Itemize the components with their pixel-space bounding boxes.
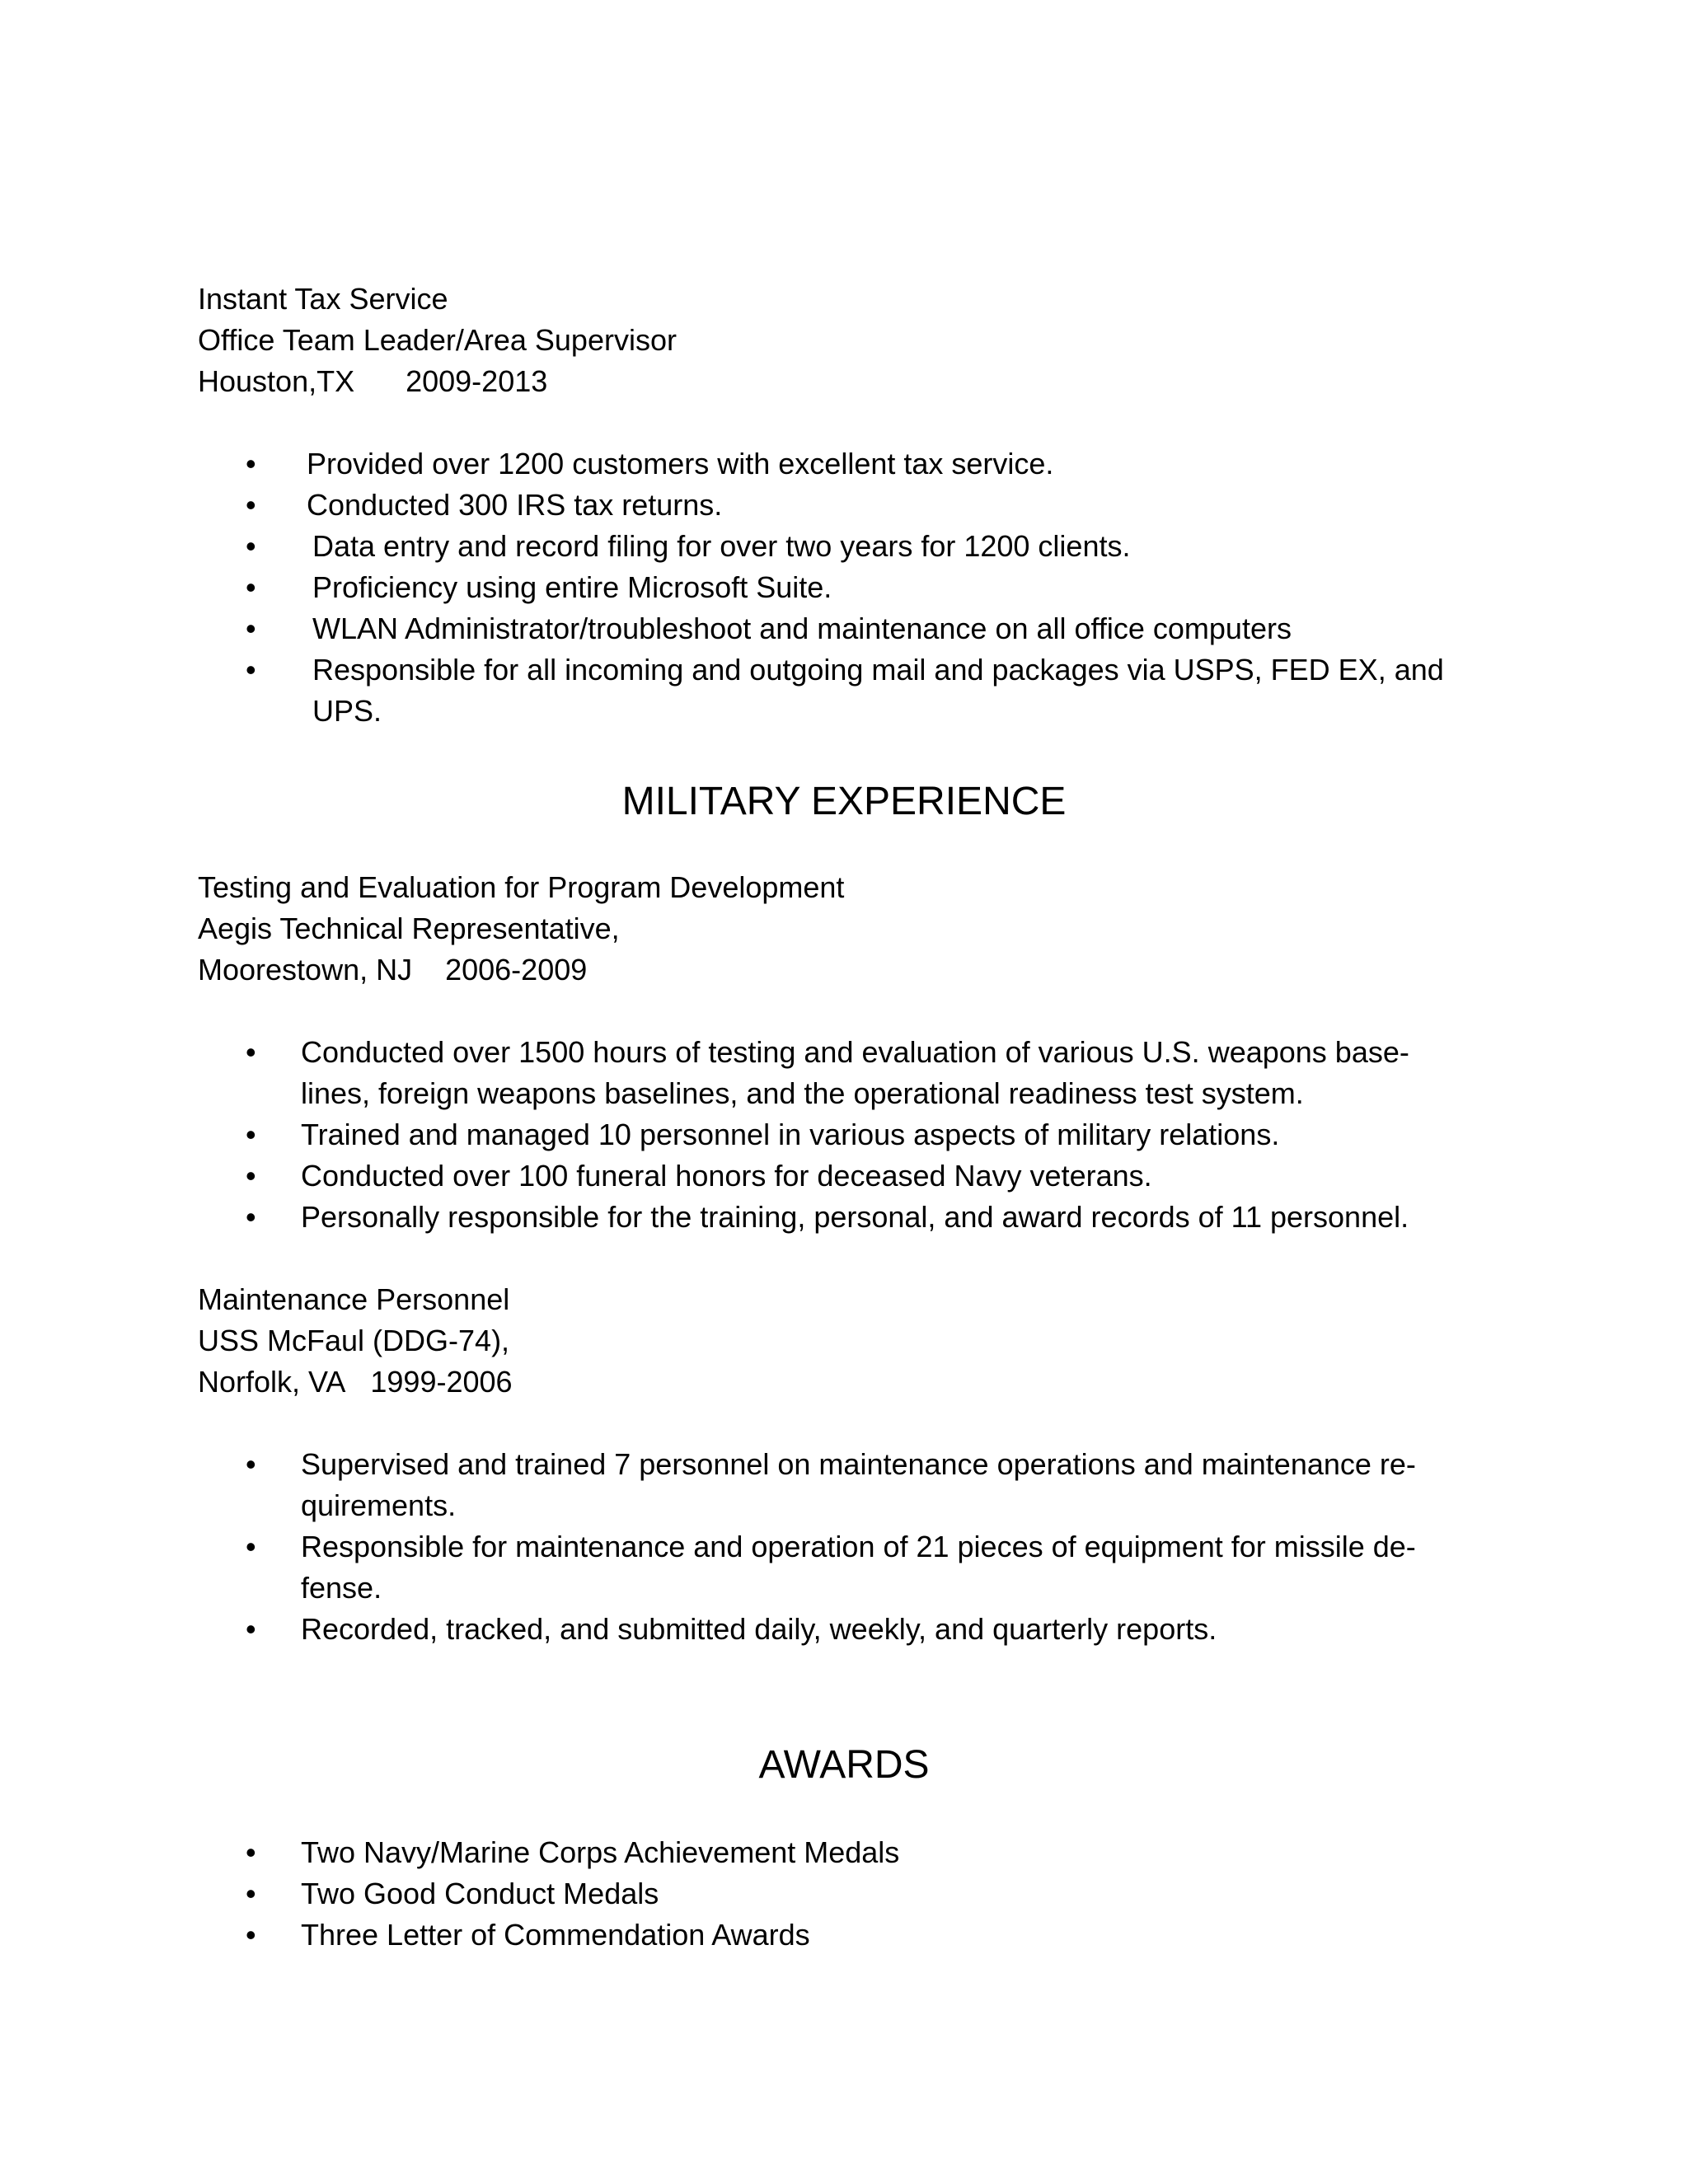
list-item: Provided over 1200 customers with excellent tax service. <box>307 447 1054 480</box>
bullet-marker: • <box>246 1200 256 1234</box>
list-item: Two Good Conduct Medals <box>301 1877 659 1910</box>
job-company: Testing and Evaluation for Program Development <box>198 870 845 904</box>
list-item: Conducted over 1500 hours of testing and evaluation of various U.S. weapons base- <box>301 1035 1409 1069</box>
section-heading-military: MILITARY EXPERIENCE <box>621 780 1067 823</box>
bullet-marker: • <box>246 488 256 522</box>
bullet-marker: • <box>246 1835 256 1869</box>
list-item: Personally responsible for the training, personal, and award records of 11 personnel. <box>301 1200 1409 1234</box>
section-heading-awards: AWARDS <box>758 1743 930 1787</box>
job-location-dates <box>198 949 587 991</box>
job-dates: 2006-2009 <box>445 953 588 987</box>
bullet-marker: • <box>246 1877 256 1910</box>
job-location-dates <box>198 1361 513 1403</box>
job-location: Houston,TX <box>198 364 355 398</box>
list-item: Data entry and record filing for over two years for 1200 clients. <box>312 529 1131 563</box>
list-item: Proficiency using entire Microsoft Suite. <box>312 570 832 604</box>
bullet-marker: • <box>246 1035 256 1069</box>
bullet-marker: • <box>246 653 256 687</box>
bullet-marker: • <box>246 1118 256 1151</box>
job-title: USS McFaul (DDG-74), <box>198 1324 510 1357</box>
job-location: Norfolk, VA <box>198 1365 346 1399</box>
list-item: Three Letter of Commendation Awards <box>301 1918 810 1952</box>
list-item: Conducted 300 IRS tax returns. <box>307 488 723 522</box>
job-title: Aegis Technical Representative, <box>198 912 620 945</box>
job-dates: 2009-2013 <box>406 364 548 398</box>
list-item-continuation: UPS. <box>312 694 382 728</box>
bullet-marker: • <box>246 1612 256 1646</box>
list-item-continuation: quirements. <box>301 1488 457 1522</box>
list-item: Conducted over 100 funeral honors for deceased Navy veterans. <box>301 1159 1152 1193</box>
job-location-dates <box>198 361 547 402</box>
job-company: Maintenance Personnel <box>198 1282 510 1316</box>
bullet-marker: • <box>246 1918 256 1952</box>
bullet-marker: • <box>246 1530 256 1563</box>
bullet-marker: • <box>246 529 256 563</box>
list-item: Two Navy/Marine Corps Achievement Medals <box>301 1835 900 1869</box>
job-company: Instant Tax Service <box>198 282 448 316</box>
list-item: WLAN Administrator/troubleshoot and maintenance on all office computers <box>312 612 1292 645</box>
list-item: Responsible for maintenance and operation of 21 pieces of equipment for missile de- <box>301 1530 1416 1563</box>
list-item-continuation: fense. <box>301 1571 382 1605</box>
bullet-marker: • <box>246 570 256 604</box>
bullet-marker: • <box>246 612 256 645</box>
job-location: Moorestown, NJ <box>198 953 413 987</box>
list-item: Recorded, tracked, and submitted daily, weekly, and quarterly reports. <box>301 1612 1217 1646</box>
list-item-continuation: lines, foreign weapons baselines, and the operational readiness test system. <box>301 1076 1304 1110</box>
list-item: Supervised and trained 7 personnel on maintenance operations and maintenance re- <box>301 1447 1416 1481</box>
list-item: Responsible for all incoming and outgoing mail and packages via USPS, FED EX, and <box>312 653 1444 687</box>
job-title: Office Team Leader/Area Supervisor <box>198 323 677 357</box>
bullet-marker: • <box>246 447 256 480</box>
job-dates: 1999-2006 <box>370 1365 513 1399</box>
bullet-marker: • <box>246 1447 256 1481</box>
bullet-marker: • <box>246 1159 256 1193</box>
list-item: Trained and managed 10 personnel in various aspects of military relations. <box>301 1118 1280 1151</box>
